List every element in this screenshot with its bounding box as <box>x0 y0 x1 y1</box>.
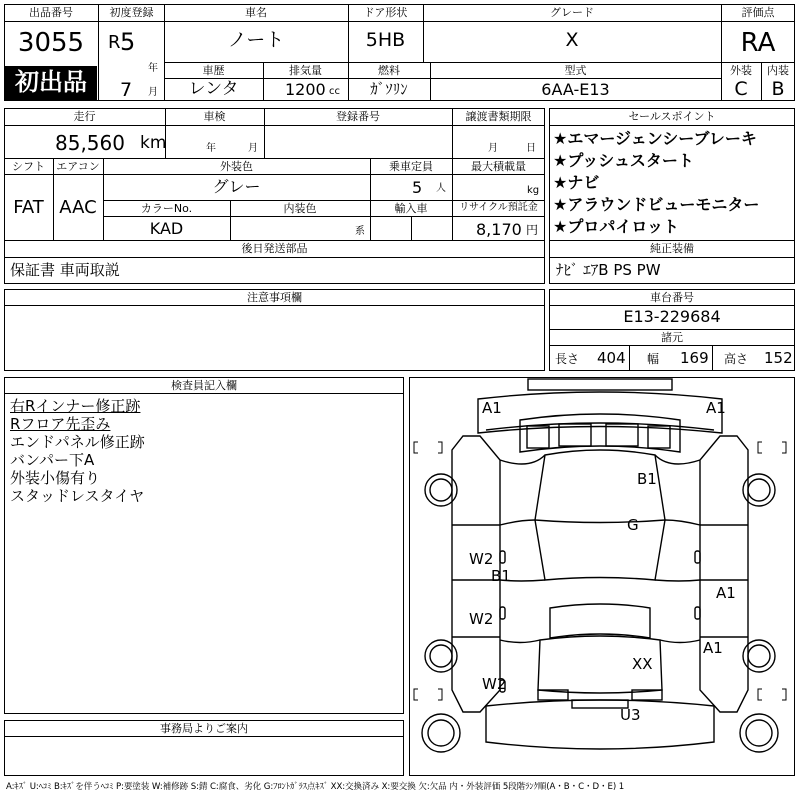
genuine-equipment-header: 純正装備 <box>650 242 694 255</box>
mileage: 85,560 <box>55 131 125 155</box>
displacement-unit: cc <box>329 86 340 97</box>
color-code: KAD <box>149 219 184 238</box>
lot-number-header: 出品番号 <box>29 6 73 19</box>
transfer-month-unit: 月 <box>488 143 498 154</box>
transfer-docs-header: 譲渡書類期限 <box>465 110 532 123</box>
width-label: 幅 <box>647 352 660 366</box>
car-diagram <box>409 377 795 776</box>
registration-month: 7 <box>120 79 133 101</box>
height-value: 152 <box>764 349 793 367</box>
length-label: 長さ <box>555 352 580 366</box>
interior-color-header: 内装色 <box>283 202 317 215</box>
year-unit: 年 <box>148 63 158 74</box>
score-header: 評価点 <box>741 6 775 19</box>
recycle-fee: 8,170 <box>476 220 522 239</box>
inspector-note: Rフロア先歪み <box>10 415 111 433</box>
door-type-header: ドア形状 <box>363 6 408 19</box>
damage-mark-left-side: B1 <box>491 567 511 585</box>
shift: FAT <box>13 197 44 218</box>
inspector-header: 検査員記入欄 <box>171 379 237 392</box>
damage-mark-right-rear-quarter: A1 <box>703 639 723 657</box>
capacity: 5 <box>412 178 423 197</box>
inspector-note: スタッドレスタイヤ <box>10 487 145 505</box>
capacity-unit: 人 <box>436 183 446 194</box>
sales-point: ★プロパイロット <box>553 217 680 236</box>
car-name: ノート <box>227 29 285 51</box>
length-value: 404 <box>597 349 626 367</box>
transfer-day-unit: 日 <box>526 143 536 154</box>
genuine-equipment: ﾅﾋﾞ ｴｱB PS PW <box>556 261 661 279</box>
registration-no-header: 登録番号 <box>336 110 380 123</box>
aircon-header: エアコン <box>56 160 100 173</box>
lot-number: 3055 <box>17 28 85 58</box>
displacement-header: 排気量 <box>289 64 322 77</box>
model-code: 6AA-E13 <box>541 80 610 99</box>
color-no-header: カラーNo. <box>140 202 193 215</box>
door-type: 5HB <box>365 29 406 51</box>
max-load-header: 最大積載量 <box>471 160 526 173</box>
registration-year: 5 <box>120 28 136 56</box>
history-header: 車歴 <box>202 64 225 77</box>
sales-point: ★アラウンドビューモニター <box>553 195 760 214</box>
grade: X <box>565 29 579 51</box>
car-name-header: 車名 <box>245 6 267 19</box>
damage-mark-front-left: A1 <box>482 399 502 417</box>
exterior-color-header: 外装色 <box>220 160 253 173</box>
load-unit: kg <box>527 185 540 196</box>
era-label: R <box>108 32 121 53</box>
damage-mark-front-right: A1 <box>706 399 726 417</box>
model-code-header: 型式 <box>564 64 587 77</box>
mileage-unit: km <box>140 133 167 153</box>
dimensions-header: 諸元 <box>661 331 683 344</box>
damage-mark-trunk: XX <box>632 655 653 673</box>
recycle-header: リサイクル預託金 <box>459 202 538 213</box>
first-listing-text: 初出品 <box>15 68 87 96</box>
inspector-note: エンドパネル修正跡 <box>10 433 145 451</box>
aircon: AAC <box>59 197 97 218</box>
damage-mark-rear-bumper: U3 <box>620 706 641 724</box>
chassis-number: E13-229684 <box>623 307 721 326</box>
shift-header: シフト <box>12 160 45 173</box>
exterior-color: グレー <box>212 177 261 196</box>
first-registration-header: 初度登録 <box>109 6 154 19</box>
exterior-score-header: 外装 <box>730 64 752 77</box>
sales-point: ★ナビ <box>553 173 600 192</box>
interior-score-header: 内装 <box>767 64 789 77</box>
damage-mark-left-front-door: W2 <box>469 550 494 568</box>
notes-header: 注意事項欄 <box>247 291 302 304</box>
inspector-note: 外装小傷有り <box>10 469 101 487</box>
damage-mark-left-rear-door: W2 <box>469 610 494 628</box>
interior-color-unit: 系 <box>355 226 365 237</box>
legend: A:ｷｽﾞ U:ﾍｺﾐ B:ｷｽﾞを伴うﾍｺﾐ P:要塗装 W:補修跡 S:錆 C:腐食、劣化 G:ﾌﾛﾝﾄｶﾞﾗｽ点ｷｽﾞ XX:交換済み X:要交換 欠:欠品 内・外装評価 5段階ﾗﾝｸ順(A・B・C・D・E) 1 <box>6 782 625 792</box>
inspection-header: 車検 <box>203 110 226 123</box>
exterior-score: C <box>734 78 748 100</box>
interior-score: B <box>771 78 785 100</box>
chassis-header: 車台番号 <box>650 291 694 304</box>
sales-point: ★プッシュスタート <box>553 151 694 170</box>
recycle-unit: 円 <box>526 223 539 237</box>
grade-header: グレード <box>550 6 594 19</box>
mileage-header: 走行 <box>73 110 96 123</box>
inspection-month-unit: 月 <box>248 143 258 154</box>
damage-mark-roof: G <box>627 516 639 534</box>
height-label: 高さ <box>724 352 749 366</box>
fuel: ｶﾞｿﾘﾝ <box>370 80 408 98</box>
sales-point: ★エマージェンシーブレーキ <box>553 129 757 148</box>
import-header: 輸入車 <box>394 202 428 215</box>
inspector-note: バンパー下A <box>10 451 95 469</box>
inspector-note: 右Rインナー修正跡 <box>10 397 141 415</box>
capacity-header: 乗車定員 <box>389 160 433 173</box>
office-notice-header: 事務局よりご案内 <box>160 722 248 735</box>
later-items-header: 後日発送部品 <box>241 242 308 255</box>
inspector-notes-list <box>10 397 145 505</box>
displacement: 1200 <box>285 80 326 99</box>
score: RA <box>740 28 776 58</box>
inspection-year-unit: 年 <box>206 143 216 154</box>
month-unit: 月 <box>148 87 158 98</box>
width-value: 169 <box>680 349 709 367</box>
history: レンタ <box>188 79 239 99</box>
damage-mark-hood: B1 <box>637 470 657 488</box>
damage-mark-left-rear-quarter: W2 <box>482 675 507 693</box>
fuel-header: 燃料 <box>378 64 400 77</box>
sales-points-header: セールスポイント <box>628 110 716 123</box>
sales-points-list <box>553 128 759 238</box>
later-items: 保証書 車両取説 <box>10 261 120 279</box>
damage-mark-right-rear-door: A1 <box>716 584 736 602</box>
